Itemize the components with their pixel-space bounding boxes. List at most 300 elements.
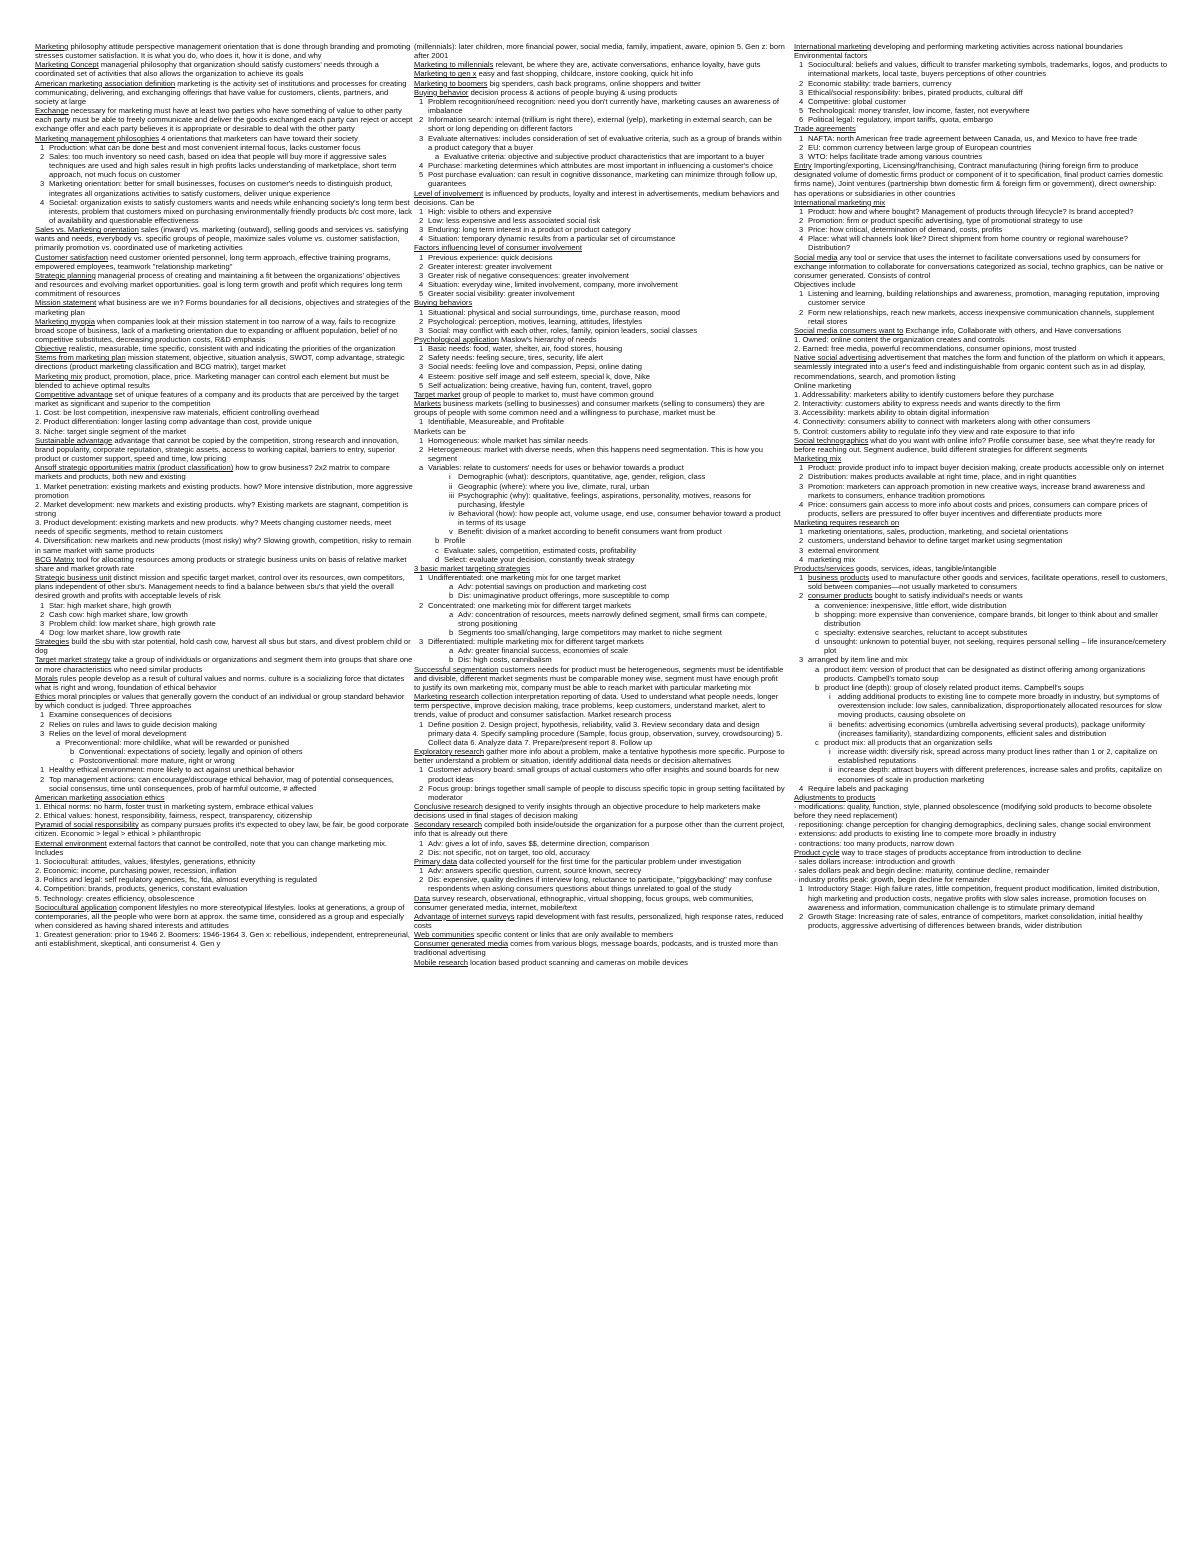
term-heading: Marketing requires research on bbox=[794, 518, 900, 528]
list-item-text: Dis: expensive, quality declines if interview long, reluctance to participate, "piggybacking" may confuse respondents when asking consumers questions about things unrelated to goal of the study bbox=[428, 875, 772, 894]
term-text: what business are we in? Forms boundaries for all decisions, objectives and strategies of the marketing plan bbox=[35, 298, 411, 317]
term-text: is influenced by products, loyalty and interest in advertisements, medium behaviors and decisions. Can be bbox=[414, 188, 780, 207]
list-marker: 4 bbox=[799, 499, 804, 509]
list-marker: 3 bbox=[799, 225, 804, 235]
term-heading: Entry bbox=[794, 161, 812, 171]
term-heading: business products bbox=[808, 573, 870, 583]
term-text: collection interpretation reporting of data. Used to understand what people needs, longer term perspective, improve decision making, trace problems, keep customers, understand market, alert to trends, value of product and consumer satisfaction. Market research process bbox=[414, 692, 779, 720]
list-item bbox=[794, 765, 1169, 783]
list-item bbox=[414, 234, 786, 243]
term-definition bbox=[35, 106, 413, 133]
list-item-text: Economic stability: trade barriers, currency bbox=[808, 78, 952, 88]
term-heading: Sociocultural application bbox=[35, 902, 117, 912]
term-text: 4 orientations that marketers can have toward their society bbox=[159, 133, 358, 143]
list-item-text: Cash cow: high market share, low growth bbox=[49, 609, 188, 619]
list-marker: 2 bbox=[419, 875, 424, 885]
term-definition bbox=[794, 848, 1169, 857]
list-marker: 1 bbox=[419, 417, 424, 427]
list-item-text: Concentrated: one marketing mix for different target markets bbox=[428, 600, 631, 610]
term-text: Maslow's hierarchy of needs bbox=[498, 335, 597, 344]
list-item-text: Define position 2. Design project, hypothesis, reliability, valid 3. Review secondary data and design primary data 4. Specify sampling procedure (Sample, focus group, observation, survey, crowdsourcing) 5. Collect data 6. Analyze data 7. Prepare/present report 8. Follow up bbox=[428, 719, 783, 747]
term-heading: Sustainable advantage bbox=[35, 435, 113, 445]
term-definition bbox=[414, 390, 786, 399]
list-marker: 5 bbox=[419, 170, 424, 180]
list-marker: 1 bbox=[419, 435, 424, 445]
list-item bbox=[35, 518, 413, 536]
list-item bbox=[35, 884, 413, 893]
list-marker: 1 bbox=[40, 710, 45, 720]
list-item-text: 2. Economic: income, purchasing power, recession, inflation bbox=[35, 866, 237, 876]
list-item bbox=[794, 500, 1169, 518]
list-marker: 1 bbox=[419, 838, 424, 848]
list-item-text: Top management actions: can encourage/discourage ethical behavior, mag of potential consequences, social consensus, time until consequences, prob of harmful outcome, # affected bbox=[49, 774, 394, 793]
term-text: group of people to market to, must have common ground bbox=[460, 389, 654, 399]
list-marker: 2 bbox=[40, 151, 45, 161]
list-item bbox=[414, 628, 786, 637]
list-item-text: Examine consequences of decisions bbox=[49, 710, 172, 720]
list-item-text: Marketing orientation: better for small businesses, focuses on customer's needs to distinguish product, integrates all organizations activities to satisfy customers, deliver unique experience bbox=[49, 179, 393, 198]
list-marker: i bbox=[829, 747, 831, 757]
list-item bbox=[414, 170, 786, 188]
list-marker: 1 bbox=[419, 573, 424, 583]
list-marker: 2 bbox=[799, 307, 804, 317]
list-item-text: marketing mix bbox=[808, 554, 856, 564]
term-heading: Ansoff strategic opportunities matrix (product classification) bbox=[35, 463, 234, 473]
list-item bbox=[414, 289, 786, 298]
term-definition bbox=[414, 88, 786, 97]
list-item-text: Preconventional: more childlike, what will be rewarded or punished bbox=[65, 737, 290, 747]
term-definition bbox=[794, 353, 1169, 380]
term-heading: Psychological application bbox=[414, 335, 499, 344]
list-marker: 4 bbox=[419, 161, 424, 171]
list-item-text: Profile bbox=[444, 536, 466, 546]
list-item-text: 2. Market development: new markets and existing products. why? Existing markets are stagnant, competition is strong bbox=[35, 499, 409, 518]
list-item bbox=[794, 472, 1169, 481]
list-item-text: 2. Product differentiation: longer lasting comp advantage than cost, provide unique bbox=[35, 417, 312, 427]
list-item-text: Differentiated: multiple marketing mix for different target markets bbox=[428, 637, 644, 647]
list-marker: 1 bbox=[419, 252, 424, 262]
list-item-text: High: visible to others and expensive bbox=[428, 206, 552, 216]
term-heading: Marketing bbox=[35, 42, 69, 51]
list-item-text: Identifiable, Measureable, and Profitable bbox=[428, 417, 564, 427]
term-text: build the sbu with star potential, hold cash cow, harvest all sbus but stars, and divest problem child or dog bbox=[35, 637, 411, 656]
term-text: advertisement that matches the form and function of the platform on which it appears, seamlessly integrated into a user's feed and indistinguishable from organic content such as in ad display, recommendations, search, and promotion listing bbox=[794, 353, 1166, 381]
list-item-text: WTO: helps facilitate trade among various countries bbox=[808, 151, 983, 161]
list-item-text: external environment bbox=[808, 545, 879, 555]
list-marker: 3 bbox=[419, 637, 424, 647]
list-marker: ii bbox=[829, 765, 833, 775]
list-item-text: Psychographic (why): qualitative, feelings, aspirations, personality, motives, reasons for purchasing, lifestyle bbox=[458, 490, 752, 509]
term-text: customers needs for product must be heterogeneous, segments must be identifiable and divisible, different market segments must be comparable money wise, segment must have enough profit to justify its own marketing mix, company must be able to reach market with particular marketing mix bbox=[414, 664, 784, 692]
term-heading: Strategic business unit bbox=[35, 573, 112, 583]
list-item bbox=[35, 143, 413, 152]
term-definition bbox=[414, 60, 786, 69]
list-marker: i bbox=[829, 692, 831, 702]
list-item bbox=[35, 610, 413, 619]
term-heading: External environment bbox=[35, 838, 107, 848]
list-item bbox=[414, 253, 786, 262]
term-definition bbox=[414, 399, 786, 417]
term-text: Importing/exporting, Licensing/franchising, Contract manufacturing (hiring foreign firm to produce designated volume of domestic firms product or component of it to specification, final product carries domestic firms name), Joint ventures (partnership btwn domestic firm & foreign firm or government), direct ownership: has operations or subsidiaries in other countries bbox=[794, 161, 1163, 198]
term-heading: Target market strategy bbox=[35, 655, 111, 665]
list-item-text: 1. Sociocultural: attitudes, values, lifestyles, generations, ethnicity bbox=[35, 856, 256, 866]
list-marker: 5 bbox=[419, 380, 424, 390]
list-marker: 3 bbox=[419, 133, 424, 143]
list-item bbox=[794, 97, 1169, 106]
term-text: realistic, measurable, time specific, consistent with and indicating the priorities of the organization bbox=[66, 344, 396, 354]
list-item bbox=[794, 225, 1169, 234]
list-item-text: Technological: money transfer, low income, faster, not everywhere bbox=[808, 106, 1030, 116]
term-definition bbox=[414, 747, 786, 765]
list-item-text: Star: high market share, high growth bbox=[49, 600, 172, 610]
list-item bbox=[794, 747, 1169, 765]
list-marker: iii bbox=[449, 490, 455, 500]
list-item-text: Heterogeneous: market with diverse needs, when this happens need segmentation. This is how you segment bbox=[428, 444, 764, 464]
term-definition bbox=[794, 124, 1169, 133]
list-marker: 5 bbox=[419, 289, 424, 299]
list-item bbox=[794, 784, 1169, 793]
list-item-text: Evaluative criteria: objective and subjective product characteristics that are important to a buyer bbox=[444, 151, 765, 161]
list-item bbox=[35, 894, 413, 903]
list-item bbox=[794, 408, 1169, 417]
term-heading: Buying behavior bbox=[414, 87, 469, 97]
list-item bbox=[414, 207, 786, 216]
list-item bbox=[794, 216, 1169, 225]
list-marker: a bbox=[449, 646, 454, 656]
term-heading: Mission statement bbox=[35, 298, 97, 308]
list-item bbox=[414, 271, 786, 280]
term-heading: Exchange bbox=[35, 106, 69, 116]
list-item-text: adding additional products to existing line to compete more broadly in industry, but symptoms of overextension include: low sales, cannibalization, disproportionately allocated resources for slow moving products, causing obsolete on bbox=[838, 692, 1162, 720]
term-text: designed to verify insights through an objective procedure to help marketers make decisions used in final stages of decision making bbox=[414, 801, 761, 821]
list-marker: 3 bbox=[799, 151, 804, 161]
term-text: way to trace stages of products acceptance from introduction to decline bbox=[839, 847, 1082, 857]
list-marker: 4 bbox=[799, 96, 804, 106]
list-item-text: 5. Control: customers ability to regulate info they view and rate exposure to that info bbox=[794, 426, 1075, 436]
term-definition bbox=[794, 436, 1169, 454]
list-item bbox=[35, 857, 413, 866]
term-definition bbox=[794, 793, 1169, 802]
column-right bbox=[794, 42, 1169, 1537]
list-item-text: Adv: concentration of resources, meets narrowly defined segment, small firms can compete, strong positioning bbox=[458, 609, 767, 628]
list-item bbox=[414, 482, 786, 491]
term-heading: Advantage of internet surveys bbox=[414, 911, 515, 921]
list-item bbox=[414, 555, 786, 564]
list-item-text: Safety needs: feeling secure, tires, security, life alert bbox=[428, 353, 604, 363]
term-heading: Social media bbox=[794, 252, 838, 262]
list-item bbox=[35, 756, 413, 765]
list-item bbox=[35, 482, 413, 500]
list-item-text: Distribution: makes products available at right time, place, and in right quantities bbox=[808, 472, 1077, 482]
list-item-text: Esteem: positive self image and self esteem, special k, dove, Nike bbox=[428, 371, 651, 381]
list-item-text: Promotion: marketers can approach promotion in new creative ways, increase brand awareness and markets to consumers, enhance tradition promotions bbox=[808, 481, 1145, 500]
list-item bbox=[414, 134, 786, 152]
term-heading: Web communities bbox=[414, 930, 475, 940]
list-item bbox=[35, 811, 413, 820]
list-item-text: · extensions: add products to existing line to compete more broadly in industry bbox=[794, 829, 1057, 839]
list-item-text: Customer advisory board: small groups of actual customers who offer insights and sound boards for new product ideas bbox=[428, 765, 780, 784]
term-definition bbox=[414, 189, 786, 207]
list-marker: 1 bbox=[419, 307, 424, 317]
list-item-text: Greater risk of negative consequences: greater involvement bbox=[428, 270, 629, 280]
list-marker: c bbox=[815, 737, 819, 747]
list-item bbox=[35, 427, 413, 436]
term-heading: Marketing mix bbox=[35, 371, 83, 381]
list-item bbox=[794, 115, 1169, 124]
term-definition bbox=[414, 564, 786, 573]
list-item-text: Problem recognition/need recognition: need you don't currently have, marketing causes an awareness of imbalance bbox=[428, 96, 779, 116]
term-heading: Exploratory research bbox=[414, 747, 485, 757]
list-item-text: Sales: too much inventory so need cash, based on idea that people will buy more if aggressive sales techniques are used and high sales result in high profits lacks understanding of marketplace, short term approach, not much focus on customer bbox=[49, 151, 397, 180]
list-item-text: 3. Niche: target single segment of the market bbox=[35, 426, 187, 436]
list-marker: 4 bbox=[799, 783, 804, 793]
term-definition bbox=[35, 60, 413, 78]
term-text: distinct mission and specific target market, control over its resources, own competitors, plans independent of other sbu's. Management needs to find a balance between sbu's that yield the overall desired growth and profits with acceptable levels of risk bbox=[35, 573, 405, 601]
term-heading: Strategies bbox=[35, 637, 70, 647]
term-text: location based product scanning and cameras on mobile devices bbox=[468, 957, 688, 967]
list-item-text: Introductory Stage: High failure rates, little competition, frequent product modification, limited distribution, high marketing and production costs, negative profits with slow sales increase, promotion focuses on awareness and information, communication challenge is to stimulate primary demand bbox=[808, 884, 1160, 912]
list-marker: 1 bbox=[799, 884, 804, 894]
list-marker: a bbox=[449, 609, 454, 619]
list-item bbox=[35, 601, 413, 610]
list-item bbox=[794, 527, 1169, 536]
list-item-text: Price: consumers gain access to more info about costs and prices, consumers can compare prices of products, sellers are pressured to offer buyer incentives and differentiate products more bbox=[808, 499, 1148, 518]
list-item-text: Enduring: long term interest in a product or product category bbox=[428, 225, 631, 235]
term-text: developing and performing marketing activities across national boundaries bbox=[871, 42, 1123, 51]
list-item-text: arranged by item line and mix bbox=[808, 655, 908, 665]
list-item-text: 1. Market penetration: existing markets and existing products. how? More intensive distribution, more aggressive promotion bbox=[35, 481, 413, 500]
list-item-text: unsought: unknown to potential buyer, not seeking, requires personal selling – life insurance/cemetery plot bbox=[824, 637, 1166, 656]
list-item-text: Geographic (where): where you live, climate, rural, urban bbox=[458, 481, 650, 491]
term-heading: Competitive advantage bbox=[35, 389, 113, 399]
term-heading: Customer satisfaction bbox=[35, 252, 109, 262]
list-marker: 2 bbox=[419, 444, 424, 454]
column-left bbox=[35, 42, 413, 1537]
term-definition bbox=[35, 317, 413, 344]
list-item bbox=[794, 463, 1169, 472]
list-item bbox=[414, 436, 786, 445]
list-item-text: Psychological: perception, motives, learning, attitudes, lifestyles bbox=[428, 316, 642, 326]
list-marker: 1 bbox=[419, 765, 424, 775]
term-text: advantage that cannot be copied by the competition, strong research and innovation, brand popularity, corporate reputation, strategic assets, access to working capital, barriers to entry, superior product or customer support, speed and time, low pricing bbox=[35, 435, 399, 464]
list-item-text: 2. Ethical values: honest, responsibility, fairness, respect, transparency, citizenship bbox=[35, 811, 313, 821]
list-item-text: Competitive: global customer bbox=[808, 96, 906, 106]
list-item bbox=[414, 161, 786, 170]
term-heading: Marketing management philosophies bbox=[35, 133, 160, 143]
term-text: big spenders, cash back programs, online shoppers and twitter bbox=[487, 78, 701, 88]
term-text: mission statement, objective, situation analysis, SWOT, comp advantage, strategic directions (product marketing classification and BCG matrix), target market bbox=[35, 353, 405, 372]
term-text: decision process & actions of people buying & using products bbox=[468, 87, 678, 97]
term-heading: Ethics bbox=[35, 692, 56, 702]
list-item-text: benefits: advertising economics (umbrella advertising several products), package uniformity (increases familiarity), standardizing components, efficient sales and distribution bbox=[838, 719, 1145, 738]
list-item bbox=[794, 683, 1169, 692]
list-marker: a bbox=[419, 463, 424, 473]
list-marker: 4 bbox=[40, 628, 45, 637]
list-item bbox=[414, 866, 786, 875]
term-heading: Native social advertising bbox=[794, 353, 876, 363]
list-marker: 1 bbox=[40, 142, 45, 152]
list-item-text: Behavioral (how): how people act, volume usage, end use, consumer behavior toward a product in terms of its usage bbox=[458, 508, 781, 528]
list-item bbox=[414, 720, 786, 747]
term-text: survey research, observational, ethnographic, virtual shopping, focus groups, web communities, consumer generated media, internet, mobile/text bbox=[414, 893, 754, 912]
list-marker: 4 bbox=[419, 234, 424, 244]
list-item-text: Undifferentiated: one marketing mix for one target market bbox=[428, 573, 621, 583]
list-item bbox=[794, 692, 1169, 719]
term-heading: International marketing bbox=[794, 42, 872, 51]
list-item bbox=[794, 546, 1169, 555]
term-text: rules people develop as a result of cultural values and norms. culture is a socializing force that dictates what is right and wrong, foundation of ethical behavior bbox=[35, 673, 405, 692]
term-definition bbox=[35, 655, 413, 673]
term-text: necessary for marketing must have at least two parties who have something of value to other party each party must be able to freely communicate and deliver the goods exchanged each party can reject or accept exchange offer and each party believes it is appropriate or desirable to deal with the other party bbox=[35, 106, 413, 134]
list-item-text: convenience: inexpensive, little effort, wide distribution bbox=[824, 600, 1007, 610]
term-definition bbox=[794, 198, 1169, 207]
term-text: product, promotion, place, price. Marketing manager can control each element but must be blended to achieve optimal results bbox=[35, 371, 390, 390]
list-item bbox=[794, 912, 1169, 930]
list-item bbox=[414, 848, 786, 857]
list-marker: 3 bbox=[419, 225, 424, 235]
list-marker: 1 bbox=[419, 866, 424, 876]
list-item-text: · repositioning: change perception for changing demographics, declining sales, change social environment bbox=[794, 820, 1151, 830]
list-marker: 4 bbox=[40, 197, 45, 207]
list-marker: 1 bbox=[40, 600, 45, 610]
list-item-text: bought to satisfy individual's needs or wants bbox=[872, 591, 1023, 601]
term-definition bbox=[414, 930, 786, 939]
term-definition bbox=[794, 253, 1169, 280]
list-item-text: · modifications: quality, function, style, planned obsolescence (modifying sold products to become obsolete before they need replacement) bbox=[794, 801, 1152, 821]
list-marker: 2 bbox=[799, 536, 804, 546]
list-item bbox=[794, 207, 1169, 216]
list-item-text: Adv: gives a lot of info, saves $$, determine direction, comparison bbox=[428, 838, 650, 848]
list-item bbox=[794, 417, 1169, 426]
list-item bbox=[35, 775, 413, 793]
list-item-text: Low: less expensive and less associated social risk bbox=[428, 215, 601, 225]
term-definition bbox=[414, 69, 786, 78]
list-item bbox=[794, 143, 1169, 152]
list-marker: c bbox=[70, 756, 74, 766]
term-text: take a group of individuals or organizations and segment them into groups that share one or more characteristics who need similar products bbox=[35, 655, 413, 674]
list-item-text: Promotion: firm or product specific advertising, type of promotional strategy to use bbox=[808, 215, 1083, 225]
term-text: managerial process of creating and maintaining a fit between the organizations' objectives and resources and evolving market opportunities. goal is long term growth and profit which requires long term commitment of resources bbox=[35, 270, 403, 299]
term-definition bbox=[414, 335, 786, 344]
term-heading: Markets bbox=[414, 399, 442, 409]
list-item-text: Conventional: expectations of society, legally and opinion of others bbox=[79, 747, 303, 757]
term-heading: Pyramid of social responsibility bbox=[35, 820, 139, 830]
list-item bbox=[794, 88, 1169, 97]
list-item bbox=[414, 344, 786, 353]
term-heading: Marketing to millennials bbox=[414, 60, 494, 70]
term-heading: Marketing mix bbox=[794, 454, 842, 464]
list-item-text: · industry profits peak: growth, begin decline for remainder bbox=[794, 875, 990, 885]
list-item-text: Previous experience: quick decisions bbox=[428, 252, 553, 262]
term-text: gather more info about a problem, make a tentative hypothesis more specific. Purpose to better understand a problem or situation, identify additional data needs or decision alternatives bbox=[414, 747, 785, 766]
list-item-text: (millennials): later children, more financial power, social media, family, impatient, aware, opinion 5. Gen z: born after 2001 bbox=[414, 42, 785, 61]
term-definition bbox=[794, 326, 1169, 335]
term-heading: Level of involvement bbox=[414, 188, 484, 198]
term-heading: International marketing mix bbox=[794, 197, 886, 207]
term-definition bbox=[35, 903, 413, 930]
list-marker: 2 bbox=[799, 78, 804, 88]
list-item-text: product mix: all products that an organization sells bbox=[824, 737, 993, 747]
term-heading: Target market bbox=[414, 389, 461, 399]
term-text: external factors that cannot be controlled, note that you can change marketing mix. Includes bbox=[35, 838, 388, 857]
term-text: specific content or links that are only available to members bbox=[474, 930, 674, 940]
term-text: easy and fast shopping, childcare, instore cooking, quick hit info bbox=[476, 69, 694, 79]
list-item-text: Societal: organization exists to satisfy customers wants and needs while enhancing society's long term best interests, problem that customers mixed on purchasing environmentally friendly products b/c cost more, lack of availability and questionable effectiveness bbox=[49, 197, 412, 225]
list-item-text: Growth Stage: Increasing rate of sales, entrance of competitors, market consolidation, initial healthy products, aggressive advertising of differences between brands, wider distribution bbox=[808, 911, 1143, 930]
list-item-text: Price: how critical, determination of demand, costs, profits bbox=[808, 225, 1003, 235]
term-definition bbox=[794, 564, 1169, 573]
list-item-text: Require labels and packaging bbox=[808, 783, 909, 793]
term-definition bbox=[794, 42, 1169, 51]
list-item bbox=[794, 601, 1169, 610]
list-item bbox=[35, 747, 413, 756]
list-item bbox=[794, 289, 1169, 307]
term-heading: Marketing Concept bbox=[35, 60, 99, 70]
list-item bbox=[414, 225, 786, 234]
term-heading: Buying behaviors bbox=[414, 298, 473, 308]
list-item bbox=[35, 619, 413, 628]
list-item-text: 2. Interactivity: customers ability to express needs and wants directly to the firm bbox=[794, 399, 1061, 409]
list-item bbox=[414, 115, 786, 133]
term-text: sales (inward) vs. marketing (outward), selling goods and services vs. satisfying wants and needs, everybody vs. specific groups of people, maximize sales volume vs. customer satisfaction, primarily promotion vs. coordinated use of marketing activities bbox=[35, 225, 409, 253]
list-item-text: Select: evaluate your decision, constantly tweak strategy bbox=[444, 554, 635, 564]
list-item-text: Greater social visibility: greater involvement bbox=[428, 289, 575, 299]
list-marker: 2 bbox=[799, 215, 804, 225]
list-item bbox=[794, 866, 1169, 875]
list-item bbox=[414, 445, 786, 463]
list-item-text: Basic needs: food, water, shelter, air, food stores, housing bbox=[428, 344, 623, 354]
list-item-text: Dis: high costs, cannibalism bbox=[458, 655, 552, 665]
list-item-text: EU: common currency between large group of European countries bbox=[808, 142, 1031, 152]
list-item-text: Product: how and where bought? Management of products through lifecycle? Is brand accepted? bbox=[808, 206, 1134, 216]
list-item-text: Purchase: marketing determines which attributes are most important in influencing a customer's choice bbox=[428, 161, 774, 171]
list-item-text: Sociocultural: beliefs and values, difficult to transfer marketing symbols, trademarks, logos, and products to international markets, local taste, buyers perceptions of other countries bbox=[808, 60, 1168, 79]
term-heading: Marketing research bbox=[414, 692, 479, 702]
term-text: as company pursues profits it's expected to obey law, be fair, be good corporate citizen. Economic > legal > ethical > philanthropic bbox=[35, 820, 409, 839]
list-item bbox=[414, 637, 786, 646]
term-definition bbox=[35, 463, 413, 481]
list-item-text: 2. Earned: free media, powerful recommendations, consumer opinions, most trusted bbox=[794, 344, 1077, 354]
list-item-text: product item: version of product that can be designated as distinct offering among organizations products. Campbell's tomato soup bbox=[824, 664, 1146, 683]
term-definition bbox=[794, 518, 1169, 527]
list-marker: 2 bbox=[419, 847, 424, 857]
list-item-text: NAFTA: north American free trade agreement between Canada, us, and Mexico to have free trade bbox=[808, 133, 1138, 143]
term-definition bbox=[35, 820, 413, 838]
list-marker: b bbox=[815, 609, 820, 619]
term-heading: Product cycle bbox=[794, 847, 840, 857]
term-heading: Data bbox=[414, 893, 431, 903]
list-item-text: 4. Connectivity: consumers ability to connect with marketers along with other consumers bbox=[794, 417, 1091, 427]
list-item bbox=[35, 930, 413, 948]
term-text: managerial philosophy that organization should satisfy customers' needs through a coordinated set of activities that also allows the organization to achieve its goals bbox=[35, 60, 379, 79]
list-item-text: marketing orientations, sales, production, marketing, and societal orientations bbox=[808, 527, 1069, 537]
list-marker: 3 bbox=[419, 325, 424, 335]
term-text: how to grow business? 2x2 matrix to compare markets and products, both new and existing bbox=[35, 463, 390, 482]
list-item bbox=[35, 765, 413, 774]
list-marker: 3 bbox=[40, 618, 45, 628]
term-heading: Conclusive research bbox=[414, 801, 483, 811]
term-definition bbox=[35, 42, 413, 60]
list-item bbox=[414, 646, 786, 655]
term-definition bbox=[35, 298, 413, 316]
term-heading: Morals bbox=[35, 673, 58, 683]
list-marker: 3 bbox=[799, 481, 804, 491]
term-definition bbox=[35, 637, 413, 655]
list-item bbox=[35, 152, 413, 179]
list-item bbox=[35, 875, 413, 884]
term-heading: 3 basic market targeting strategies bbox=[414, 563, 531, 573]
list-item bbox=[794, 234, 1169, 252]
